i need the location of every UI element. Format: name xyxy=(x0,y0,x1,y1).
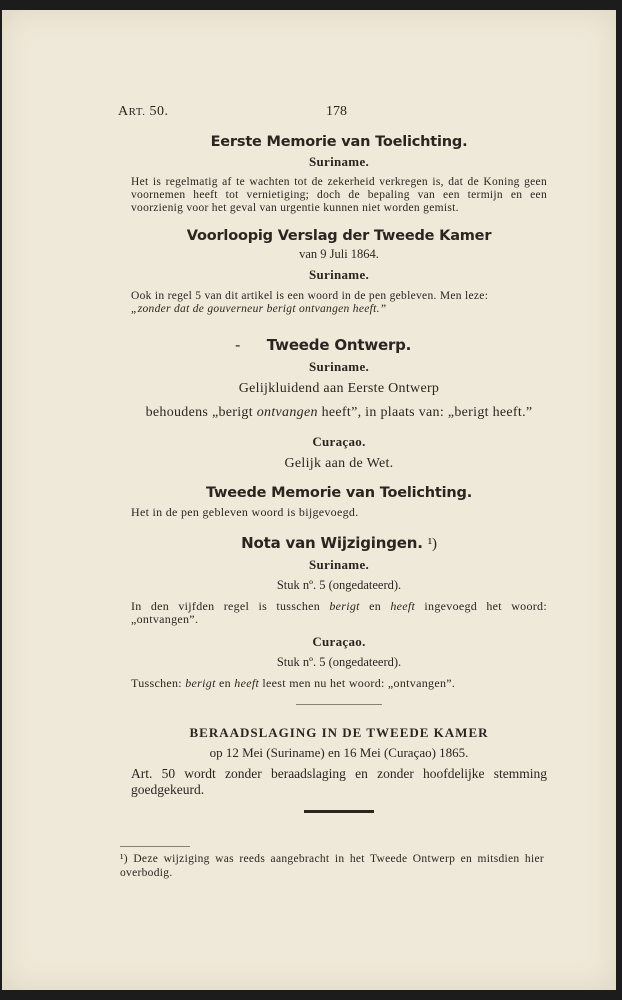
section-body: Ook in regel 5 van dit artikel is een woord in de pen gebleven. Men leze: „zonder dat de gouverneur berigt ontvangen heeft.” xyxy=(131,290,489,315)
section-subtitle-curacao: Curaçao. xyxy=(312,634,366,649)
footnote-text: Deze wijziging was reeds aangebracht in het Tweede Ontwerp en mitsdien hier overbodig. xyxy=(120,853,544,879)
section-title-tweede-ontwerp: - Tweede Ontwerp. xyxy=(235,336,412,354)
footnote-mark: ¹) xyxy=(120,853,128,865)
page-number: 178 xyxy=(326,104,347,119)
section-title-nota-van-wijzigingen: Nota van Wijzigingen. ¹) xyxy=(241,534,437,552)
section-line: Gelijkluidend aan Eerste Ontwerp xyxy=(238,381,440,396)
page-content xyxy=(131,134,547,813)
stray-mark: - xyxy=(235,336,241,354)
article-label: ART. 50. xyxy=(118,104,169,119)
section-title-voorloopig-verslag: Voorloopig Verslag der Tweede Kamer xyxy=(186,228,492,244)
section-divider xyxy=(296,704,382,705)
section-date: van 9 Juli 1864. xyxy=(299,247,379,261)
footnote-mark: ¹) xyxy=(427,536,437,552)
section-subtitle-curacao: Curaçao. xyxy=(312,434,366,449)
section-body: Art. 50 wordt zonder beraadslaging en zonder hoofdelijke stemming goedgekeurd. xyxy=(131,766,547,797)
stuk-reference: Stuk nº. 5 (ongedateerd). xyxy=(276,578,402,592)
quoted-text: „zonder dat de gouverneur berigt ontvangen heeft.” xyxy=(131,303,387,315)
stuk-reference: Stuk nº. 5 (ongedateerd). xyxy=(276,655,402,669)
section-body: Het in de pen gebleven woord is bijgevoegd. xyxy=(131,505,359,519)
section-date: op 12 Mei (Suriname) en 16 Mei (Curaçao) 1865. xyxy=(209,745,469,760)
section-subtitle-suriname: Suriname. xyxy=(308,154,370,169)
section-line: Gelijk aan de Wet. xyxy=(284,456,394,471)
section-line: behoudens „berigt ontvangen heeft”, in plaats van: „berigt heeft.” xyxy=(145,405,533,420)
section-body: In den vijfden regel is tusschen berigt en heeft ingevoegd het woord: „ontvangen”. xyxy=(131,599,547,626)
section-subtitle-suriname: Suriname. xyxy=(308,267,370,282)
section-body: Het is regelmatig af te wachten tot de zekerheid verkregen is, dat de Koning geen voornemen heeft tot vernietiging; doch de bepaling van een termijn en een voorzienig voor het geval van urgentie kunnen niet worden gemist. xyxy=(131,176,547,214)
end-rule xyxy=(304,810,374,813)
section-subtitle-suriname: Suriname. xyxy=(308,359,370,374)
section-body: Tusschen: berigt en heeft leest men nu het woord: „ontvangen”. xyxy=(131,676,456,690)
footnote-divider xyxy=(120,846,190,847)
book-page xyxy=(2,10,616,990)
section-title-tweede-memorie: Tweede Memorie van Toelichting. xyxy=(205,485,473,501)
section-title-beraadslaging: BERAADSLAGING IN DE TWEEDE KAMER xyxy=(189,725,489,740)
section-title-eerste-memorie: Eerste Memorie van Toelichting. xyxy=(210,134,468,150)
footnote xyxy=(120,852,544,880)
section-subtitle-suriname: Suriname. xyxy=(308,557,370,572)
